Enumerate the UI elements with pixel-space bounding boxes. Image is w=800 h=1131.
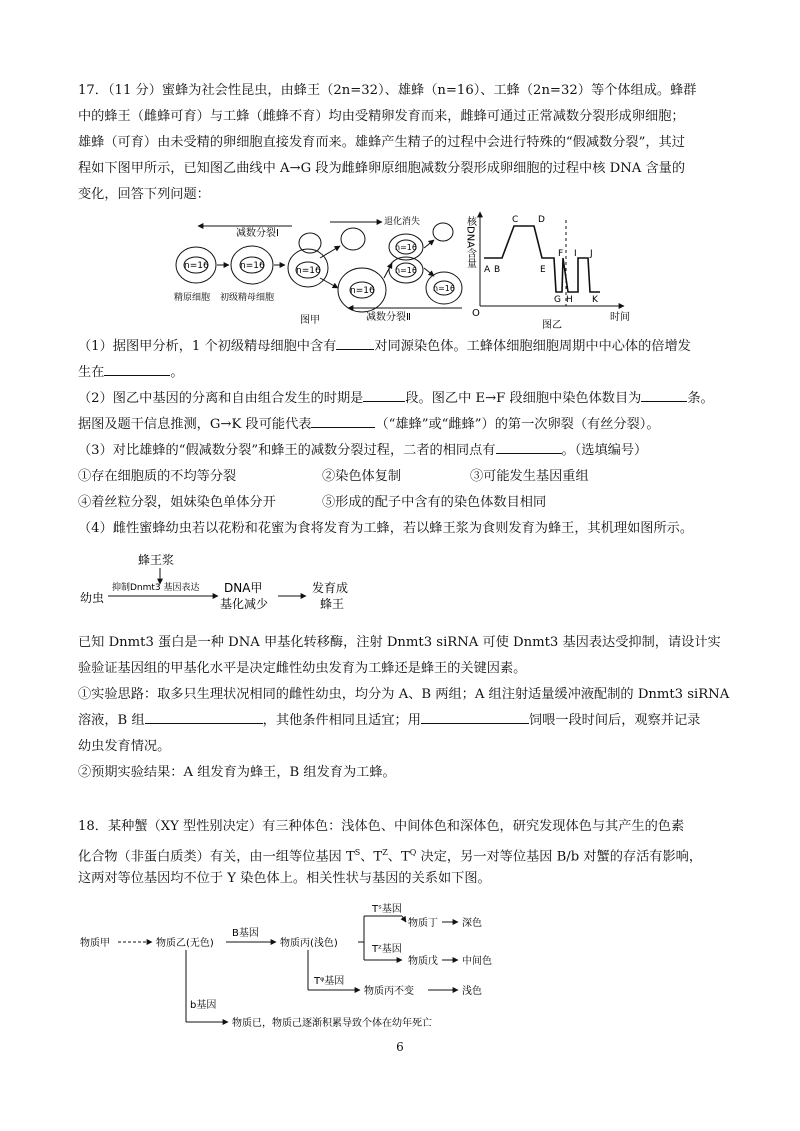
color-light: 浅色 [462, 986, 482, 997]
option-3: ③可能发生基因重组 [470, 469, 589, 484]
result-line1: 发育成 [312, 581, 349, 595]
q17-known-line2: 验验证基因组的甲基化水平是决定雌性幼虫发育为工蜂还是蜂王的关键因素。 [78, 661, 527, 676]
q17-sub4: （4）雌性蜜蜂幼虫若以花粉和花蜜为食将发育为工蜂，若以蜂王浆为食则发育为蜂王，其机理如图所示。 [78, 521, 694, 536]
node-jia: 物质甲 [80, 938, 110, 949]
point-H: H [566, 295, 573, 305]
cell-label: n=16 [296, 266, 321, 276]
color-mid: 中间色 [462, 956, 492, 967]
point-C: C [512, 215, 519, 225]
option-5: ⑤形成的配子中含有的染色体数目相同 [322, 495, 547, 510]
q17-sub2-line1: （2）图乙中基因的分离和自由组合发生的时期是 段。图乙中 E→F 段细胞中染色体数目为 条。 [78, 386, 728, 412]
q17-sub3: （3）对比雄蜂的“假减数分裂”和蜂王的减数分裂过程，二者的相同点有 。（选填编号） [78, 438, 728, 464]
option-2: ②染色体复制 [322, 469, 402, 484]
q17-predict: ②预期实验结果：A 组发育为蜂王，B 组发育为工蜂。 [78, 765, 396, 780]
cell-degenerating-1 [341, 228, 365, 250]
label-spermatogonium: 精原细胞 [174, 293, 211, 303]
gene-TZ: Tᶻ基因 [372, 944, 402, 955]
node-ji: 物质已，物质己逐渐积累导致个体在幼年死亡 [232, 1018, 432, 1029]
dna-curve [484, 226, 600, 292]
point-G: G [554, 295, 561, 305]
q17-known-line1: 已知 Dnmt3 蛋白是一种 DNA 甲基化转移酶，注射 Dnmt3 siRNA 可使 Dnmt3 基因表达受抑制，请设计实 [78, 635, 721, 650]
answer-blank[interactable] [363, 387, 405, 402]
q18-line1: 18．某种蟹（XY 型性别决定）有三种体色：浅体色、中间体色和深体色，研究发现体色与其产生的色素 [78, 819, 685, 834]
gene-b: b基因 [190, 1000, 217, 1011]
label-primary-spermatocyte: 初级精母细胞 [220, 293, 275, 303]
cell-label: n=16 [433, 284, 455, 293]
answer-blank[interactable] [641, 387, 687, 402]
cell-bud [299, 233, 321, 253]
figure-jia [170, 208, 470, 326]
answer-blank[interactable] [336, 335, 374, 350]
node-ding: 物质丁 [408, 918, 438, 929]
answer-blank[interactable] [421, 709, 529, 724]
dna-methyl-line1: DNA甲 [224, 581, 263, 595]
cell-label: n=16 [395, 266, 417, 275]
q17-intro-line-5: 变化，回答下列问题： [78, 187, 210, 202]
figure-jia-caption: 图甲 [300, 315, 320, 326]
node-bing-unchanged: 物质丙不变 [364, 986, 414, 997]
answer-blank[interactable] [496, 439, 562, 454]
x-axis-label: 时间 [610, 312, 630, 323]
node-wu: 物质戊 [408, 956, 438, 967]
larva-label: 幼虫 [80, 591, 105, 605]
cell-degenerating-2 [433, 223, 453, 241]
option-1: ①存在细胞质的不均等分裂 [78, 469, 237, 484]
q17-intro-line-3: 雄蜂（可育）由未受精的卵细胞直接发育而来。雄蜂产生精子的过程中会进行特殊的“假减数分裂”，其过 [78, 135, 685, 150]
point-J: J [590, 249, 593, 259]
q17-exp-line1: ①实验思路：取多只生理状况相同的雌性幼虫，均分为 A、B 两组；A 组注射适量缓冲液配制的 Dnmt3 siRNA [78, 687, 730, 702]
q17-sub1-line1: （1）据图甲分析，1 个初级精母细胞中含有 对同源染色体。工蜂体细胞细胞周期中中心体的倍增发 [78, 334, 728, 360]
point-E: E [540, 265, 546, 275]
result-line2: 蜂王 [320, 597, 345, 611]
q17-intro-line-1: 17．（11 分）蜜蜂为社会性昆虫，由蜂王（2n=32）、雄蜂（n=16）、工蜂（2n=32）等个体组成。蜂群 [78, 83, 697, 98]
answer-blank[interactable] [145, 709, 263, 724]
answer-blank[interactable] [311, 413, 375, 428]
origin-label: O [472, 308, 480, 319]
label-degenerate: 退化消失 [384, 217, 421, 227]
answer-blank[interactable] [104, 361, 170, 376]
q18-line2: 化合物（非蛋白质类）有关，由一组等位基因 $T^S$、$T^Z$、$T^Q$ 决定，另一对等位基因 B/b 对蟹的存活有影响， [78, 848, 703, 865]
mechanism-diagram [78, 550, 378, 620]
q17-sub1-line2: 生在 。 [78, 360, 728, 386]
point-D: D [538, 215, 545, 225]
cell-label: n=16 [240, 261, 265, 271]
gene-TQ: Tᵠ基因 [314, 976, 345, 987]
cell-label: n=16 [184, 261, 209, 271]
point-I: I [574, 249, 577, 259]
node-yi: 物质乙(无色) [156, 938, 214, 949]
point-B: B [494, 265, 501, 275]
q17-intro-line-2: 中的蜂王（雌蜂可育）与工蜂（雌蜂不育）均由受精卵发育而来，雌蜂可通过正常减数分裂形成卵细胞； [78, 109, 685, 124]
point-A: A [484, 265, 491, 275]
gene-B: B基因 [232, 928, 259, 939]
q17-sub2-line2: 据图及题干信息推测，G→K 段可能代表 （“雄蜂”或“雌蜂”）的第一次卵裂（有丝分裂）。 [78, 412, 728, 438]
point-F: F [558, 249, 564, 259]
q17-exp-line2: 溶液，B 组 ，其他条件相同且适宜；用 饲喂一段时间后，观察并记录 [78, 708, 728, 734]
royal-jelly-label: 蜂王浆 [138, 553, 175, 567]
page-number: 6 [396, 1040, 404, 1054]
dna-methyl-line2: 基化减少 [220, 597, 269, 611]
color-deep: 深色 [462, 918, 482, 929]
gene-TS: Tˢ基因 [372, 904, 402, 915]
pathway-diagram [78, 900, 518, 1030]
y-axis-label: 核DNA含量 [464, 216, 476, 269]
node-bing: 物质丙(浅色) [280, 938, 338, 949]
figure-yi-caption: 图乙 [542, 320, 562, 331]
q17-exp-line3: 幼虫发育情况。 [78, 739, 171, 754]
option-4: ④着丝粒分裂，姐妹染色单体分开 [78, 495, 276, 510]
cell-label: n=16 [350, 286, 375, 296]
point-K: K [592, 295, 598, 305]
q17-intro-line-4: 程如下图甲所示，已知图乙曲线中 A→G 段为雌蜂卵原细胞减数分裂形成卵细胞的过程中核 DNA 含量的 [78, 161, 686, 176]
label-meiosis-2: 减数分裂Ⅱ [366, 312, 411, 323]
cell-label: n=16 [395, 243, 417, 252]
label-meiosis-1: 减数分裂Ⅰ [236, 228, 279, 239]
inhibit-label: 抑制Dnmt3 基因表达 [112, 583, 200, 593]
q18-line3: 这两对等位基因均不位于 Y 染色体上。相关性状与基因的关系如下图。 [78, 871, 491, 886]
figure-yi [462, 206, 658, 332]
